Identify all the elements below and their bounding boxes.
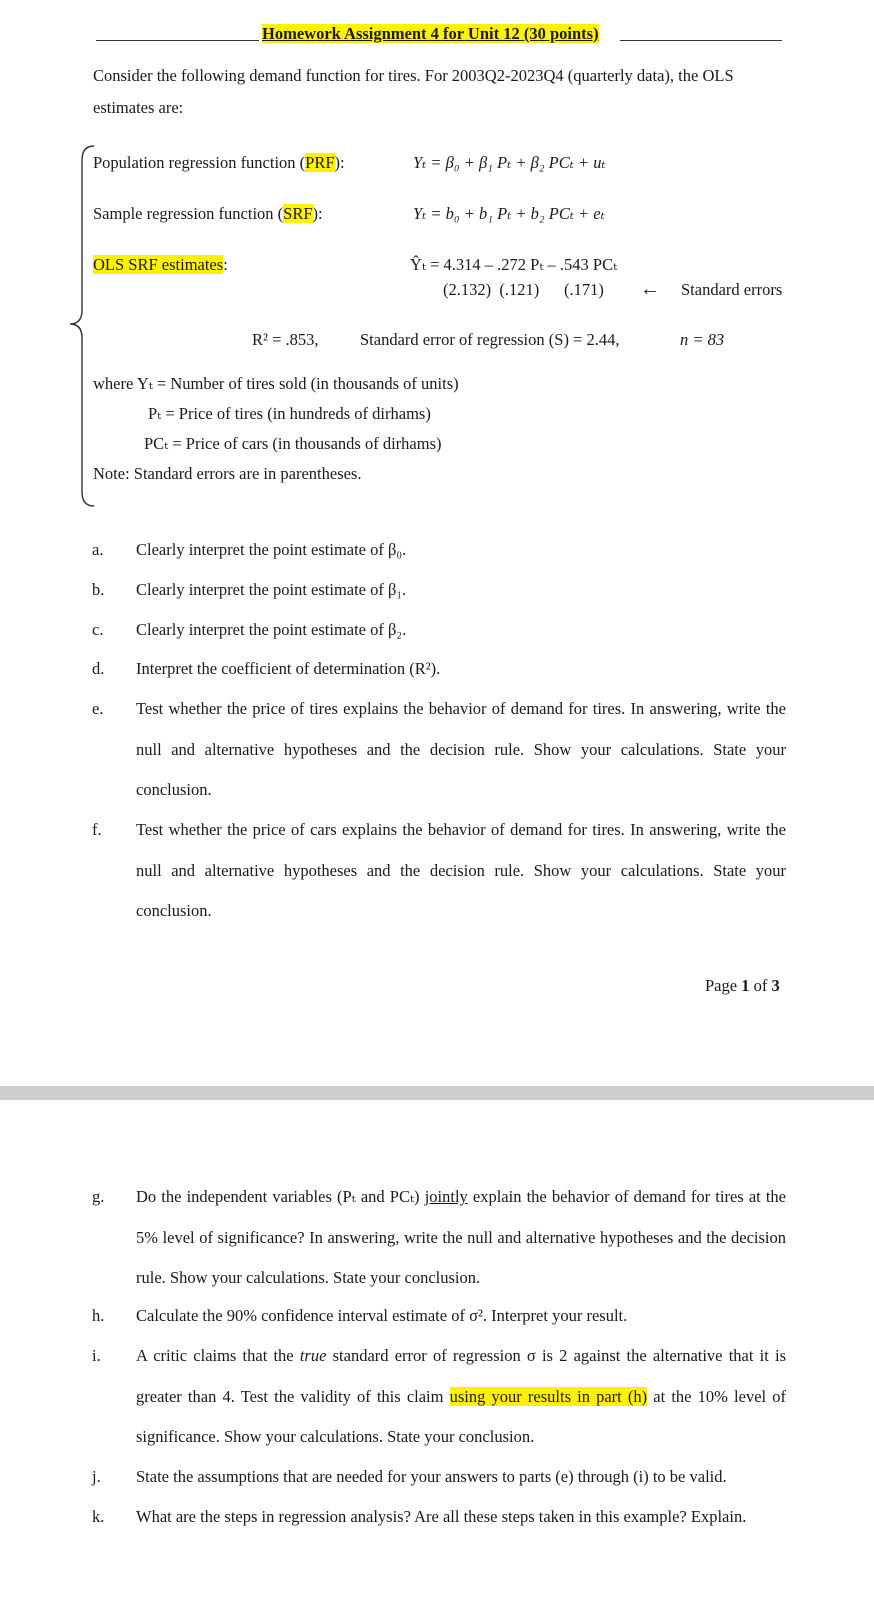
standard-error-of-regression: Standard error of regression (S) = 2.44,: [360, 330, 620, 349]
r-squared: R² = .853,: [252, 330, 319, 349]
question-letter: c.: [92, 620, 104, 639]
where-line-2: Pₜ = Price of tires (in hundreds of dirhams): [148, 404, 431, 423]
ols-label-highlight: OLS SRF estimates: [93, 255, 224, 274]
question-text: Test whether the price of cars explains the behavior of demand for tires. In answering, write the null and alternative hypotheses and the decision rule. Show your calculations. State your conclusion.: [136, 820, 786, 920]
question-letter: e.: [92, 699, 104, 718]
arrow-left-icon: ←: [640, 278, 660, 300]
question-letter-j: j.: [92, 1467, 101, 1486]
ols-equation: Ŷₜ = 4.314 – .272 Pₜ – .543 PCₜ: [410, 255, 618, 274]
question-letter: a.: [92, 540, 104, 559]
question-text-h: Calculate the 90% confidence interval estimate of σ². Interpret your result.: [136, 1306, 628, 1325]
question-letter-i: i.: [92, 1346, 101, 1365]
question-text: Clearly interpret the point estimate of β₁.: [136, 580, 407, 599]
srf-abbr: SRF: [283, 204, 313, 223]
header-rule-left: [96, 40, 259, 41]
where-line-3: PCₜ = Price of cars (in thousands of dirhams): [144, 434, 442, 453]
page-number: Page 1 of 3: [705, 976, 780, 995]
question-text-i: A critic claims that the true standard error of regression σ is 2 against the alternative that it is greater than 4. Test the validity of this claim using your results in part (h) at the 10% level of significance. Show your calculations. State your conclusion.: [136, 1346, 786, 1446]
question-text: Clearly interpret the point estimate of β₀.: [136, 540, 407, 559]
jointly-underlined: jointly: [424, 1187, 468, 1206]
curly-brace: [66, 144, 96, 508]
where-line-1: where Yₜ = Number of tires sold (in thousands of units): [93, 374, 459, 393]
sample-size: n = 83: [680, 330, 725, 349]
page-title: [262, 24, 599, 44]
header-rule-right: [620, 40, 782, 41]
intro-line-2: estimates are:: [93, 98, 184, 117]
question-text: Clearly interpret the point estimate of β₂.: [136, 620, 407, 639]
prf-equation: Yₜ = β₀ + β₁ Pₜ + β₂ PCₜ + uₜ: [413, 153, 606, 172]
question-letter: b.: [92, 580, 105, 599]
note: Note: Standard errors are in parentheses.: [93, 464, 362, 483]
question-text: Test whether the price of tires explains the behavior of demand for tires. In answering, write the null and alternative hypotheses and the decision rule. Show your calculations. State your conclusion.: [136, 699, 786, 799]
question-letter: d.: [92, 659, 105, 678]
question-text-k: What are the steps in regression analysis? Are all these steps taken in this example? Explain.: [136, 1507, 747, 1526]
title-highlight: Homework Assignment 4 for Unit 12 (30 points): [262, 24, 599, 43]
prf-abbr: PRF: [305, 153, 335, 172]
srf-label: Sample regression function (SRF):: [93, 204, 323, 223]
standard-error-values: (2.132) (.121) (.171): [443, 280, 604, 299]
ols-label: OLS SRF estimates:: [93, 255, 228, 274]
part-h-highlight: using your results in part (h): [449, 1386, 648, 1406]
question-text-g: Do the independent variables (Pₜ and PCₜ) jointly explain the behavior of demand for tires at the 5% level of significance? In answering, write the null and alternative hypotheses and the decision rule. Show your calculations. State your conclusion.: [136, 1187, 787, 1287]
question-letter-g: g.: [92, 1187, 105, 1206]
question-text-j: State the assumptions that are needed for your answers to parts (e) through (i) to be valid.: [136, 1467, 727, 1486]
page-separator: [0, 1086, 874, 1100]
intro-line-1: Consider the following demand function for tires. For 2003Q2-2023Q4 (quarterly data), the OLS: [93, 66, 734, 85]
srf-equation: Yₜ = b₀ + b₁ Pₜ + b₂ PCₜ + eₜ: [413, 204, 605, 223]
standard-errors-label: Standard errors: [681, 280, 783, 299]
question-letter: f.: [92, 820, 102, 839]
question-text: Interpret the coefficient of determination (R²).: [136, 659, 441, 678]
question-letter-k: k.: [92, 1507, 105, 1526]
question-letter-h: h.: [92, 1306, 105, 1325]
prf-label: Population regression function (PRF):: [93, 153, 345, 172]
